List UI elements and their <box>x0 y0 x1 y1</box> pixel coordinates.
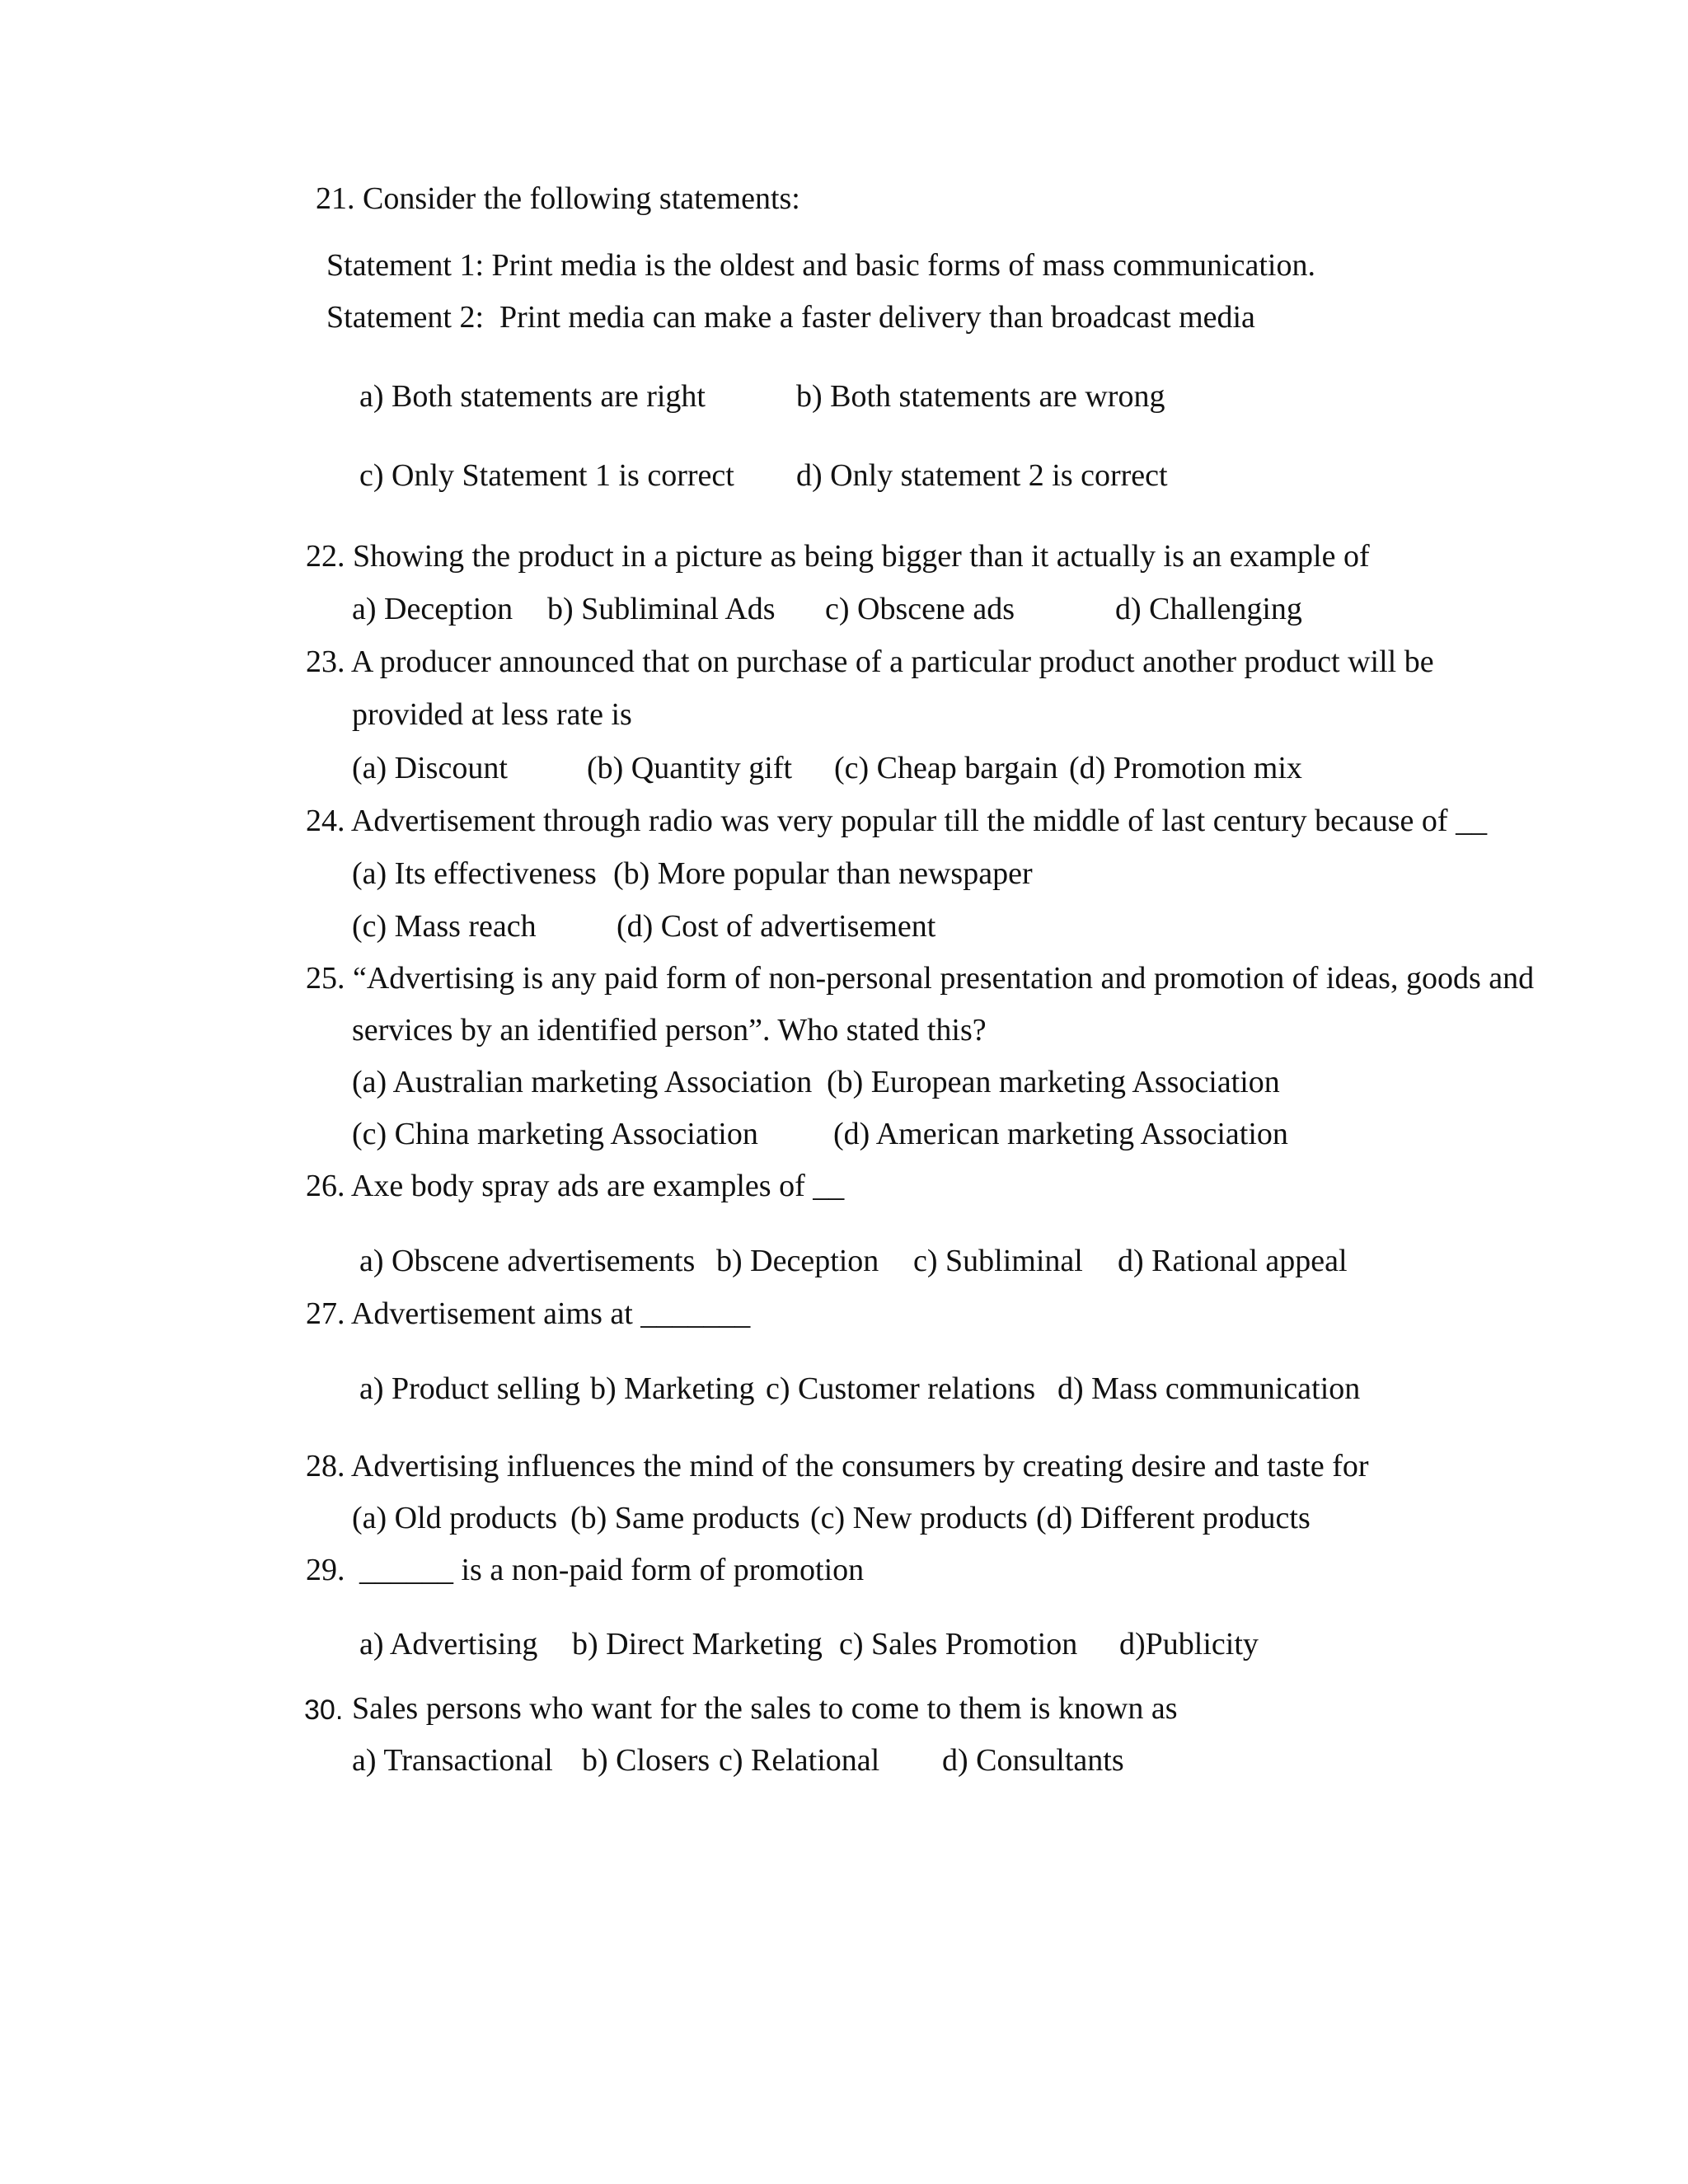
question-24-option-a: (a) Its effectiveness <box>352 856 597 891</box>
question-24-stem: 24. Advertisement through radio was very popular till the middle of last century because of __ <box>306 804 1488 838</box>
question-29-stem: ______ is a non-paid form of promotion <box>359 1553 865 1587</box>
question-22-option-d: d) Challenging <box>1115 592 1302 626</box>
question-30-stem: Sales persons who want for the sales to come to them is known as <box>352 1691 1178 1726</box>
question-23-option-a: (a) Discount <box>352 751 508 785</box>
question-21-option-a: a) Both statements are right <box>359 379 706 414</box>
question-26-stem: 26. Axe body spray ads are examples of __ <box>306 1169 845 1203</box>
question-25-stem: 25. “Advertising is any paid form of non-personal presentation and promotion of ideas, goods and <box>306 961 1535 996</box>
question-27-option-d: d) Mass communication <box>1057 1371 1361 1406</box>
question-25-option-b: (b) European marketing Association <box>827 1065 1280 1099</box>
question-30-option-d: d) Consultants <box>942 1743 1124 1778</box>
question-24-option-b: (b) More popular than newspaper <box>613 856 1033 891</box>
question-23-option-d: (d) Promotion mix <box>1069 751 1302 785</box>
question-25-stem-continued: services by an identified person”. Who stated this? <box>352 1013 987 1047</box>
question-27-stem: 27. Advertisement aims at _______ <box>306 1296 751 1331</box>
question-26-option-b: b) Deception <box>716 1244 879 1278</box>
question-23-stem: 23. A producer announced that on purchase of a particular product another product will be <box>306 644 1434 679</box>
question-29-option-c: c) Sales Promotion <box>839 1627 1078 1661</box>
question-30-option-a: a) Transactional <box>352 1743 553 1778</box>
question-28-option-c: (c) New products <box>810 1501 1028 1535</box>
question-28-option-d: (d) Different products <box>1036 1501 1311 1535</box>
question-29-option-b: b) Direct Marketing <box>572 1627 823 1661</box>
question-26-option-c: c) Subliminal <box>913 1244 1083 1278</box>
question-25-option-d: (d) American marketing Association <box>833 1117 1288 1151</box>
question-23-stem-continued: provided at less rate is <box>352 697 632 732</box>
question-30-number: 30. <box>304 1694 344 1726</box>
question-24-option-d: (d) Cost of advertisement <box>617 909 936 944</box>
question-21-stem: 21. Consider the following statements: <box>316 181 800 216</box>
question-21-option-b: b) Both statements are wrong <box>796 379 1165 414</box>
question-22-option-b: b) Subliminal Ads <box>547 592 776 626</box>
question-21-statement-2: Statement 2: Print media can make a faster delivery than broadcast media <box>326 300 1255 335</box>
question-27-option-b: b) Marketing <box>590 1371 755 1406</box>
question-21-statement-1: Statement 1: Print media is the oldest and basic forms of mass communication. <box>326 248 1315 283</box>
question-28-option-b: (b) Same products <box>570 1501 800 1535</box>
question-28-stem: 28. Advertising influences the mind of the consumers by creating desire and taste for <box>306 1449 1369 1483</box>
question-25-option-c: (c) China marketing Association <box>352 1117 758 1151</box>
question-22-option-a: a) Deception <box>352 592 513 626</box>
question-22-stem: 22. Showing the product in a picture as being bigger than it actually is an example of <box>306 539 1370 574</box>
question-26-option-a: a) Obscene advertisements <box>359 1244 696 1278</box>
question-29-option-d: d)Publicity <box>1119 1627 1259 1661</box>
question-24-option-c: (c) Mass reach <box>352 909 537 944</box>
question-29-option-a: a) Advertising <box>359 1627 538 1661</box>
question-29-number: 29. <box>306 1553 345 1587</box>
question-25-option-a: (a) Australian marketing Association <box>352 1065 813 1099</box>
question-30-option-c: c) Relational <box>719 1743 880 1778</box>
question-27-option-a: a) Product selling <box>359 1371 581 1406</box>
question-22-option-c: c) Obscene ads <box>825 592 1015 626</box>
question-30-option-b: b) Closers <box>582 1743 710 1778</box>
question-26-option-d: d) Rational appeal <box>1118 1244 1348 1278</box>
question-28-option-a: (a) Old products <box>352 1501 558 1535</box>
question-27-option-c: c) Customer relations <box>766 1371 1036 1406</box>
question-23-option-c: (c) Cheap bargain <box>834 751 1058 785</box>
question-21-option-d: d) Only statement 2 is correct <box>796 458 1168 493</box>
question-23-option-b: (b) Quantity gift <box>587 751 793 785</box>
question-21-option-c: c) Only Statement 1 is correct <box>359 458 734 493</box>
